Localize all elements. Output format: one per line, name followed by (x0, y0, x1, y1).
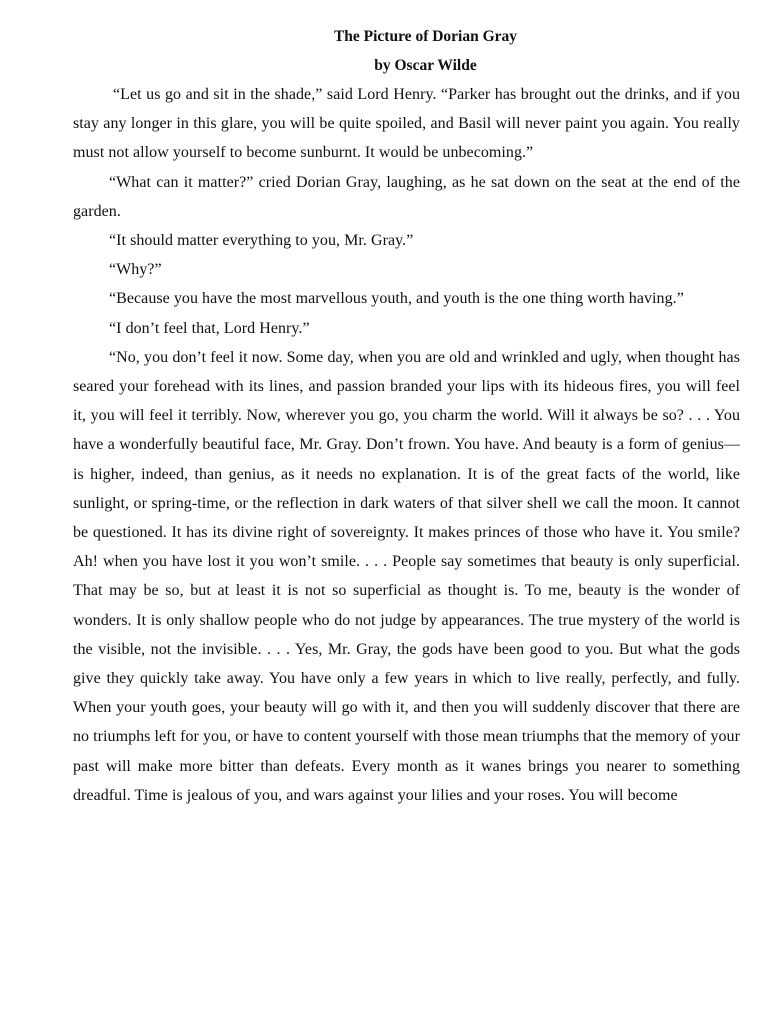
paragraph-3: “It should matter everything to you, Mr. Gray.” (109, 232, 414, 250)
paragraph-6: “I don’t feel that, Lord Henry.” (109, 319, 310, 337)
paragraph-1: “Let us go and sit in the shade,” said Lord Henry. “Parker has brought out the drinks, and if you stay any longer in this glare, you will be quite spoiled, and Basil will never paint you again. You really must not allow yourself to become sunburnt. It would be unbecoming.” (73, 86, 740, 162)
author-line: by Oscar Wilde (374, 57, 477, 74)
paragraph-4: “Why?” (109, 261, 162, 279)
paragraph-2: “What can it matter?” cried Dorian Gray, laughing, as he sat down on the seat at the end of the garden. (73, 173, 740, 220)
document-title: The Picture of Dorian Gray (333, 28, 518, 45)
paragraph-7: “No, you don’t feel it now. Some day, when you are old and wrinkled and ugly, when thought has seared your forehead with its lines, and passion branded your lips with its hideous fires, you will feel it, you will feel it terribly. Now, wherever you go, you charm the world. Will it always be so? . . . You have a wonderfully beautiful face, Mr. Gray. Don’t frown. You have. And beauty is a form of genius— is higher, indeed, than genius, as it needs no explanation. It is of the great facts of the world, like sunlight, or spring-time, or the reflection in dark waters of that silver shell we call the moon. It cannot be questioned. It has its divine right of sovereignty. It makes princes of those who have it. You smile? Ah! when you have lost it you won’t smile. . . . People say sometimes that beauty is only superficial. That may be so, but at least it is not so superficial as thought is. To me, beauty is the wonder of wonders. It is only shallow people who do not judge by appearances. The true mystery of the world is the visible, not the invisible. . . . Yes, Mr. Gray, the gods have been good to you. But what the gods give they quickly take away. You have only a few years in which to live really, perfectly, and fully. When your youth goes, your beauty will go with it, and then you will suddenly discover that there are no triumphs left for you, or have to content yourself with those mean triumphs that the memory of your past will make more bitter than defeats. Every month as it wanes brings you nearer to something dreadful. Time is jealous of you, and wars against your lilies and your roses. You will become (73, 348, 740, 804)
paragraph-5: “Because you have the most marvellous youth, and youth is the one thing worth having.” (109, 290, 684, 308)
document-page (73, 22, 740, 810)
